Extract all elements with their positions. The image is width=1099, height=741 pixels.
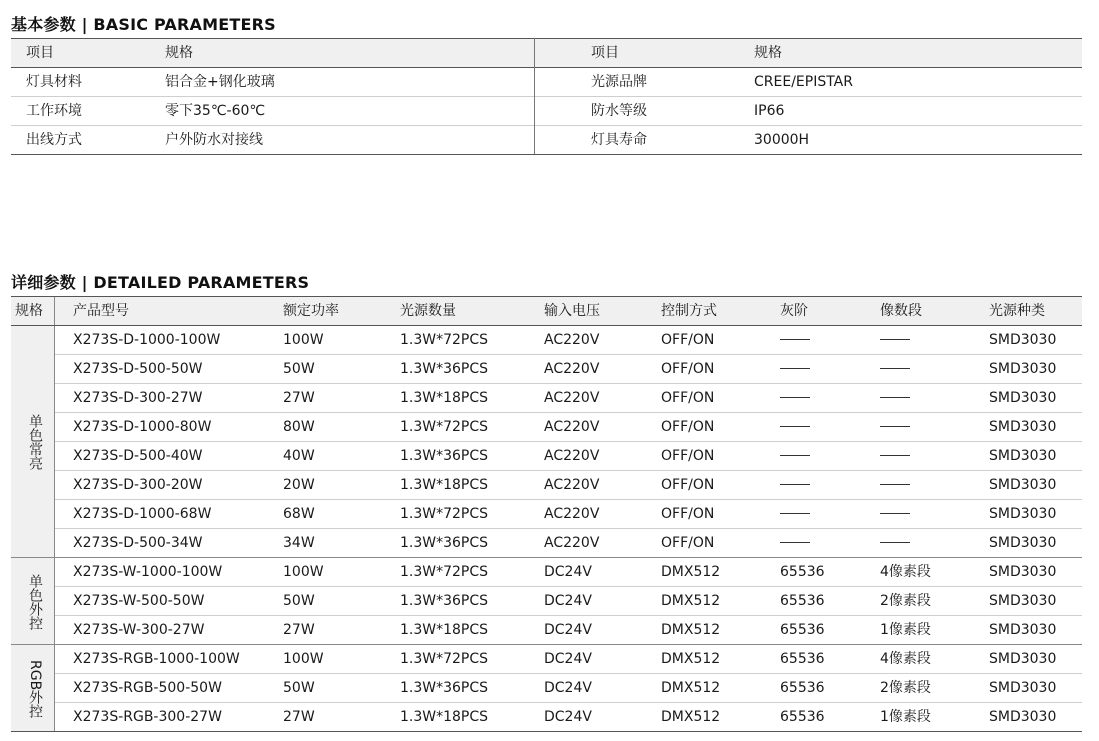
cell-led-type: SMD3030 bbox=[989, 622, 1057, 638]
cell-model: X273S-D-500-40W bbox=[73, 448, 203, 464]
item-name: 光源品牌 bbox=[591, 74, 647, 90]
detailed-parameters-table bbox=[11, 296, 1082, 732]
cell-control: OFF/ON bbox=[661, 419, 715, 435]
cell-led-type: SMD3030 bbox=[989, 419, 1057, 435]
cell-pixel-segments: 1像素段 bbox=[880, 709, 931, 725]
header-spec: 规格 bbox=[165, 45, 193, 61]
basic-table-header bbox=[11, 38, 1082, 68]
table-row bbox=[11, 68, 1082, 97]
cell-grayscale bbox=[780, 455, 810, 456]
cell-model: X273S-D-500-34W bbox=[73, 535, 203, 551]
cell-led-type: SMD3030 bbox=[989, 390, 1057, 406]
cell-pixel-segments bbox=[880, 339, 910, 340]
cell-led-count: 1.3W*18PCS bbox=[400, 622, 489, 638]
cell-power: 34W bbox=[283, 535, 315, 551]
cell-grayscale bbox=[780, 368, 810, 369]
cell-pixel-segments: 4像素段 bbox=[880, 564, 931, 580]
cell-power: 100W bbox=[283, 332, 324, 348]
item-value: 铝合金+钢化玻璃 bbox=[165, 74, 275, 90]
cell-led-count: 1.3W*72PCS bbox=[400, 564, 489, 580]
cell-pixel-segments: 2像素段 bbox=[880, 593, 931, 609]
item-value: IP66 bbox=[754, 103, 785, 119]
cell-model: X273S-D-300-27W bbox=[73, 390, 203, 406]
cell-power: 100W bbox=[283, 651, 324, 667]
cell-grayscale: 65536 bbox=[780, 622, 825, 638]
cell-control: OFF/ON bbox=[661, 477, 715, 493]
cell-model: X273S-D-300-20W bbox=[73, 477, 203, 493]
cell-grayscale bbox=[780, 513, 810, 514]
item-value: 户外防水对接线 bbox=[165, 132, 263, 148]
table-row bbox=[11, 645, 1082, 674]
cell-power: 100W bbox=[283, 564, 324, 580]
cell-pixel-segments bbox=[880, 513, 910, 514]
table-row bbox=[11, 384, 1082, 413]
basic-table-divider bbox=[534, 38, 535, 154]
cell-pixel-segments bbox=[880, 368, 910, 369]
table-row bbox=[11, 703, 1082, 732]
table-row bbox=[11, 413, 1082, 442]
header-model: 产品型号 bbox=[73, 303, 129, 319]
cell-voltage: AC220V bbox=[544, 419, 600, 435]
cell-voltage: AC220V bbox=[544, 506, 600, 522]
cell-led-type: SMD3030 bbox=[989, 448, 1057, 464]
basic-parameters-title: 基本参数 | BASIC PARAMETERS bbox=[11, 15, 276, 34]
cell-control: DMX512 bbox=[661, 622, 721, 638]
cell-power: 50W bbox=[283, 680, 315, 696]
spec-group-cell bbox=[11, 326, 55, 557]
item-value: 30000H bbox=[754, 132, 810, 148]
cell-control: OFF/ON bbox=[661, 506, 715, 522]
cell-voltage: AC220V bbox=[544, 448, 600, 464]
cell-led-type: SMD3030 bbox=[989, 535, 1057, 551]
cell-led-type: SMD3030 bbox=[989, 332, 1057, 348]
header-divider bbox=[54, 297, 55, 325]
cell-model: X273S-D-1000-100W bbox=[73, 332, 221, 348]
cell-pixel-segments: 1像素段 bbox=[880, 622, 931, 638]
cell-voltage: DC24V bbox=[544, 680, 592, 696]
table-row bbox=[11, 471, 1082, 500]
spec-group-label: 单色外控 bbox=[27, 573, 43, 630]
cell-power: 80W bbox=[283, 419, 315, 435]
spec-group-label: RGB外控 bbox=[27, 659, 43, 718]
spec-group-label: 单色常亮 bbox=[27, 414, 43, 470]
cell-pixel-segments bbox=[880, 426, 910, 427]
header-spec: 规格 bbox=[15, 303, 43, 319]
cell-led-type: SMD3030 bbox=[989, 477, 1057, 493]
cell-control: DMX512 bbox=[661, 680, 721, 696]
basic-parameters-table bbox=[11, 38, 1082, 155]
header-spec: 规格 bbox=[754, 45, 782, 61]
cell-model: X273S-D-1000-68W bbox=[73, 506, 212, 522]
spec-group-cell bbox=[11, 558, 55, 644]
item-value: CREE/EPISTAR bbox=[754, 74, 853, 90]
cell-control: DMX512 bbox=[661, 709, 721, 725]
cell-grayscale bbox=[780, 339, 810, 340]
table-row bbox=[11, 587, 1082, 616]
cell-led-type: SMD3030 bbox=[989, 593, 1057, 609]
cell-led-type: SMD3030 bbox=[989, 680, 1057, 696]
cell-power: 27W bbox=[283, 622, 315, 638]
table-row bbox=[11, 674, 1082, 703]
header-pixel-segments: 像数段 bbox=[880, 303, 922, 319]
cell-grayscale: 65536 bbox=[780, 709, 825, 725]
cell-power: 40W bbox=[283, 448, 315, 464]
cell-model: X273S-W-300-27W bbox=[73, 622, 205, 638]
cell-led-type: SMD3030 bbox=[989, 506, 1057, 522]
cell-model: X273S-D-500-50W bbox=[73, 361, 203, 377]
cell-led-count: 1.3W*18PCS bbox=[400, 477, 489, 493]
cell-model: X273S-RGB-300-27W bbox=[73, 709, 222, 725]
cell-voltage: AC220V bbox=[544, 332, 600, 348]
cell-pixel-segments bbox=[880, 542, 910, 543]
cell-led-count: 1.3W*36PCS bbox=[400, 361, 489, 377]
cell-control: DMX512 bbox=[661, 593, 721, 609]
cell-led-count: 1.3W*72PCS bbox=[400, 332, 489, 348]
table-row bbox=[11, 500, 1082, 529]
cell-led-count: 1.3W*36PCS bbox=[400, 448, 489, 464]
header-grayscale: 灰阶 bbox=[780, 303, 808, 319]
cell-voltage: AC220V bbox=[544, 390, 600, 406]
table-row bbox=[11, 442, 1082, 471]
table-row bbox=[11, 126, 1082, 155]
cell-pixel-segments bbox=[880, 484, 910, 485]
cell-control: OFF/ON bbox=[661, 535, 715, 551]
table-row bbox=[11, 529, 1082, 558]
cell-led-count: 1.3W*18PCS bbox=[400, 390, 489, 406]
cell-control: OFF/ON bbox=[661, 332, 715, 348]
cell-grayscale bbox=[780, 426, 810, 427]
cell-power: 68W bbox=[283, 506, 315, 522]
cell-model: X273S-RGB-500-50W bbox=[73, 680, 222, 696]
cell-power: 27W bbox=[283, 390, 315, 406]
table-row bbox=[11, 326, 1082, 355]
cell-power: 50W bbox=[283, 361, 315, 377]
cell-led-count: 1.3W*72PCS bbox=[400, 506, 489, 522]
cell-led-count: 1.3W*72PCS bbox=[400, 651, 489, 667]
item-value: 零下35℃-60℃ bbox=[165, 103, 266, 119]
item-name: 灯具材料 bbox=[26, 74, 82, 90]
cell-power: 50W bbox=[283, 593, 315, 609]
cell-voltage: DC24V bbox=[544, 564, 592, 580]
item-name: 防水等级 bbox=[591, 103, 647, 119]
table-row bbox=[11, 616, 1082, 645]
header-item: 项目 bbox=[26, 45, 54, 61]
table-row bbox=[11, 97, 1082, 126]
cell-led-count: 1.3W*72PCS bbox=[400, 419, 489, 435]
header-led-type: 光源种类 bbox=[989, 303, 1045, 319]
cell-voltage: DC24V bbox=[544, 709, 592, 725]
cell-voltage: DC24V bbox=[544, 593, 592, 609]
header-power: 额定功率 bbox=[283, 303, 339, 319]
cell-pixel-segments bbox=[880, 455, 910, 456]
cell-pixel-segments: 2像素段 bbox=[880, 680, 931, 696]
cell-grayscale bbox=[780, 397, 810, 398]
header-control: 控制方式 bbox=[661, 303, 717, 319]
item-name: 灯具寿命 bbox=[591, 132, 647, 148]
cell-power: 27W bbox=[283, 709, 315, 725]
table-row bbox=[11, 558, 1082, 587]
cell-control: DMX512 bbox=[661, 564, 721, 580]
cell-model: X273S-W-1000-100W bbox=[73, 564, 223, 580]
cell-control: DMX512 bbox=[661, 651, 721, 667]
cell-voltage: AC220V bbox=[544, 535, 600, 551]
header-voltage: 输入电压 bbox=[544, 303, 600, 319]
header-led-count: 光源数量 bbox=[400, 303, 456, 319]
cell-led-count: 1.3W*36PCS bbox=[400, 593, 489, 609]
cell-model: X273S-W-500-50W bbox=[73, 593, 205, 609]
cell-grayscale bbox=[780, 542, 810, 543]
item-name: 出线方式 bbox=[26, 132, 82, 148]
cell-control: OFF/ON bbox=[661, 361, 715, 377]
cell-model: X273S-D-1000-80W bbox=[73, 419, 212, 435]
cell-power: 20W bbox=[283, 477, 315, 493]
cell-led-count: 1.3W*36PCS bbox=[400, 535, 489, 551]
cell-led-type: SMD3030 bbox=[989, 709, 1057, 725]
detailed-parameters-title: 详细参数 | DETAILED PARAMETERS bbox=[11, 273, 310, 292]
cell-led-type: SMD3030 bbox=[989, 361, 1057, 377]
cell-voltage: AC220V bbox=[544, 477, 600, 493]
item-name: 工作环境 bbox=[26, 103, 82, 119]
header-item: 项目 bbox=[591, 45, 619, 61]
cell-led-type: SMD3030 bbox=[989, 651, 1057, 667]
cell-pixel-segments bbox=[880, 397, 910, 398]
cell-control: OFF/ON bbox=[661, 390, 715, 406]
spec-group-cell bbox=[11, 645, 55, 731]
cell-model: X273S-RGB-1000-100W bbox=[73, 651, 240, 667]
table-row bbox=[11, 355, 1082, 384]
detail-table-header bbox=[11, 296, 1082, 326]
cell-grayscale bbox=[780, 484, 810, 485]
cell-led-type: SMD3030 bbox=[989, 564, 1057, 580]
cell-grayscale: 65536 bbox=[780, 651, 825, 667]
cell-grayscale: 65536 bbox=[780, 564, 825, 580]
cell-voltage: DC24V bbox=[544, 622, 592, 638]
detail-table-body bbox=[11, 326, 1082, 732]
cell-grayscale: 65536 bbox=[780, 593, 825, 609]
cell-grayscale: 65536 bbox=[780, 680, 825, 696]
cell-led-count: 1.3W*36PCS bbox=[400, 680, 489, 696]
cell-voltage: AC220V bbox=[544, 361, 600, 377]
cell-pixel-segments: 4像素段 bbox=[880, 651, 931, 667]
cell-voltage: DC24V bbox=[544, 651, 592, 667]
cell-control: OFF/ON bbox=[661, 448, 715, 464]
cell-led-count: 1.3W*18PCS bbox=[400, 709, 489, 725]
